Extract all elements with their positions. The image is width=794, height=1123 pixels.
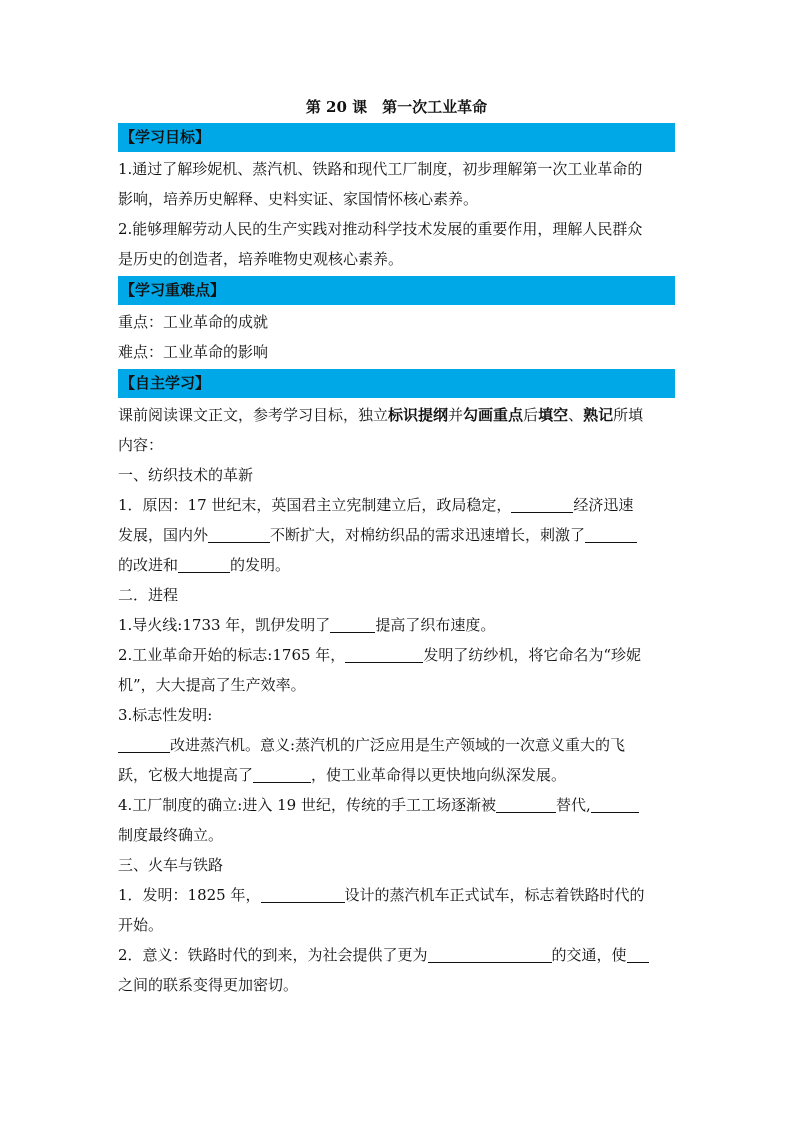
goal-2-line-2: 是历史的创造者，培养唯物史观核心素养。: [118, 250, 404, 268]
section-1-cause-line-3: [118, 550, 675, 580]
section-2-item-2-line-2: 机”，大大提高了生产效率。: [118, 676, 306, 694]
section-1-cause-line-1: [118, 490, 675, 520]
fill-in-blank[interactable]: [511, 495, 573, 513]
text-segment: 跃，它极大地提高了: [118, 766, 254, 784]
instructions-text: 后: [523, 406, 539, 424]
text-segment: 的交通，使: [551, 946, 627, 964]
text-segment: 2.工业革命开始的标志:1765 年，: [118, 646, 346, 664]
section-2-item-3-line-1: [118, 730, 675, 760]
section-3-item-1-line-1: [118, 880, 675, 910]
text-segment: 2．意义：铁路时代的到来，为社会提供了更为: [118, 946, 428, 964]
text-segment: 经济迅速: [573, 496, 634, 514]
text-segment: 不断扩大，对棉纺织品的需求迅速增长，刺激了: [270, 526, 586, 544]
section-3-item-2-line-1: [118, 940, 675, 970]
section-2-item-2-line-1: [118, 640, 675, 670]
goal-1-line-1: 1.通过了解珍妮机、蒸汽机、铁路和现代工厂制度，初步理解第一次工业革命的: [118, 160, 643, 178]
section-3-heading: 三、火车与铁路: [118, 856, 224, 874]
section-2-item-3-line-2: [118, 760, 675, 790]
instructions-emphasis: 填空: [538, 406, 569, 424]
text-segment: 改进蒸汽机。意义:蒸汽机的广泛应用是生产领域的一次意义重大的飞: [170, 736, 626, 754]
section-header-self-study: 【自主学习】: [118, 369, 675, 398]
text-segment: 的发明。: [230, 556, 291, 574]
section-2-item-3-heading: 3.标志性发明:: [118, 706, 213, 724]
text-segment: 替代,: [556, 796, 591, 814]
section-header-goals: 【学习目标】: [118, 123, 675, 152]
section-2-heading: 二．进程: [118, 586, 179, 604]
fill-in-blank[interactable]: [330, 615, 375, 633]
fill-in-blank[interactable]: [253, 765, 311, 783]
fill-in-blank[interactable]: [428, 945, 552, 963]
fill-in-blank[interactable]: [178, 555, 230, 573]
fill-in-blank[interactable]: [208, 525, 270, 543]
text-segment: 1.导火线:1733 年，凯伊发明了: [118, 616, 331, 634]
section-2-item-4-line-1: [118, 790, 675, 820]
section-1-cause-line-2: [118, 520, 675, 550]
fill-in-blank[interactable]: [261, 885, 345, 903]
instructions-text: 、: [568, 406, 584, 424]
key-point-difficulty: 难点：工业革命的影响: [118, 343, 269, 361]
worksheet-content: [118, 93, 675, 1000]
text-segment: 4.工厂制度的确立:进入 19 世纪，传统的手工工场逐渐被: [118, 796, 496, 814]
instructions-line-1: [118, 400, 675, 430]
instructions-emphasis: 熟记: [583, 406, 614, 424]
fill-in-blank[interactable]: [345, 645, 423, 663]
goal-1-line-2: 影响，培养历史解释、史料实证、家国情怀核心素养。: [118, 190, 479, 208]
goal-2-line-1: 2.能够理解劳动人民的生产实践对推动科学技术发展的重要作用，理解人民群众: [118, 220, 643, 238]
fill-in-blank[interactable]: [585, 525, 637, 543]
section-3-item-1-line-2: 开始。: [118, 916, 164, 934]
instructions-emphasis: 勾画重点: [463, 406, 524, 424]
text-segment: 发展，国内外: [118, 526, 209, 544]
section-3-item-2-line-2: 之间的联系变得更加密切。: [118, 976, 299, 994]
fill-in-blank[interactable]: [627, 945, 649, 963]
text-segment: 1．发明：1825 年，: [118, 886, 261, 904]
instructions-text: 课前阅读课文正文，参考学习目标，独立: [118, 406, 389, 424]
text-segment: 提高了织布速度。: [375, 616, 496, 634]
section-1-heading: 一、纺织技术的革新: [118, 466, 254, 484]
fill-in-blank[interactable]: [118, 735, 170, 753]
instructions-line-2: 内容：: [118, 436, 164, 454]
lesson-title: 第 20 课 第一次工业革命: [305, 98, 488, 116]
section-2-item-1: [118, 610, 675, 640]
instructions-emphasis: 标识提纲: [388, 406, 449, 424]
text-segment: 设计的蒸汽机车正式试车，标志着铁路时代的: [344, 886, 645, 904]
section-header-key-points: 【学习重难点】: [118, 276, 675, 305]
text-segment: 1．原因：17 世纪末，英国君主立宪制建立后，政局稳定，: [118, 496, 512, 514]
instructions-text: 所填: [613, 406, 644, 424]
text-segment: 发明了纺纱机，将它命名为“珍妮: [423, 646, 641, 664]
instructions-text: 并: [448, 406, 464, 424]
key-point-focus: 重点：工业革命的成就: [118, 313, 269, 331]
fill-in-blank[interactable]: [591, 795, 639, 813]
section-2-item-4-line-2: 制度最终确立。: [118, 826, 224, 844]
text-segment: 的改进和: [118, 556, 179, 574]
text-segment: ，使工业革命得以更快地向纵深发展。: [311, 766, 567, 784]
fill-in-blank[interactable]: [496, 795, 556, 813]
